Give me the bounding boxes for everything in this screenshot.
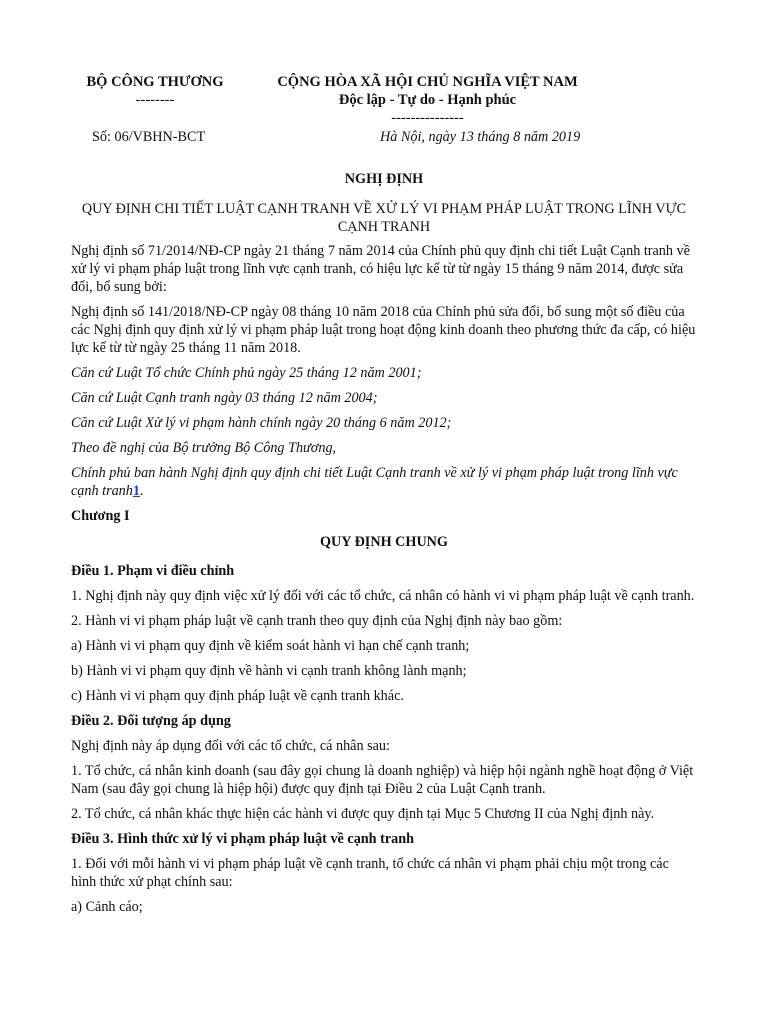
- chapter-title: QUY ĐỊNH CHUNG: [320, 534, 448, 550]
- legal-basis-2: Căn cứ Luật Cạnh tranh ngày 03 tháng 12 năm 2004;: [71, 390, 378, 406]
- national-motto: Độc lập - Tự do - Hạnh phúc: [338, 92, 517, 108]
- chapter-label: Chương I: [71, 508, 130, 524]
- ministry-name: BỘ CÔNG THƯƠNG: [86, 74, 224, 90]
- article-3-title: Điều 3. Hình thức xử lý vi phạm pháp luật về cạnh tranh: [71, 831, 415, 847]
- article-1-clause-1: 1. Nghị định này quy định việc xử lý đối với các tổ chức, cá nhân có hành vi vi phạm pháp luật về cạnh tranh.: [71, 588, 695, 604]
- issuing-agency-block: [70, 73, 240, 109]
- article-2-clause-2: 2. Tổ chức, cá nhân khác thực hiện các hành vi được quy định tại Mục 5 Chương II của Nghị định này.: [71, 806, 655, 822]
- document-number: Số: 06/VBHN-BCT: [92, 129, 206, 145]
- republic-name: CỘNG HÒA XÃ HỘI CHỦ NGHĨA VIỆT NAM: [277, 74, 578, 90]
- intro-paragraph-1: Nghị định số 71/2014/NĐ-CP ngày 21 tháng 7 năm 2014 của Chính phủ quy định chi tiết Luật Cạnh tranh về xử lý vi phạm pháp luật trong lĩnh vực cạnh tranh, có hiệu lực kể từ từ ngày 15 tháng 9 năm 2014, được sửa đổi, bổ sung bởi:: [71, 243, 690, 295]
- article-1-point-a: a) Hành vi vi phạm quy định về kiểm soát hành vi hạn chế cạnh tranh;: [71, 638, 470, 654]
- document-title: NGHỊ ĐỊNH: [344, 171, 424, 187]
- article-3-point-a: a) Cảnh cáo;: [71, 899, 143, 915]
- article-1-point-c: c) Hành vi vi phạm quy định pháp luật về cạnh tranh khác.: [71, 688, 404, 704]
- motto-divider: ---------------: [391, 110, 464, 126]
- enactment-text: Chính phủ ban hành Nghị định quy định chi tiết Luật Cạnh tranh về xử lý vi phạm pháp luật trong lĩnh vực cạnh tranh: [71, 465, 678, 499]
- footnote-link[interactable]: 1: [132, 483, 140, 499]
- article-2-title: Điều 2. Đối tượng áp dụng: [71, 713, 231, 729]
- enactment-statement: Chính phủ ban hành Nghị định quy định chi tiết Luật Cạnh tranh về xử lý vi phạm pháp luật trong lĩnh vực cạnh tranh1.: [71, 465, 678, 499]
- article-1-clause-2: 2. Hành vi vi phạm pháp luật về cạnh tranh theo quy định của Nghị định này bao gồm:: [71, 613, 563, 629]
- document-subtitle: QUY ĐỊNH CHI TIẾT LUẬT CẠNH TRANH VỀ XỬ LÝ VI PHẠM PHÁP LUẬT TRONG LĨNH VỰC CẠNH TRANH: [81, 201, 687, 235]
- intro-paragraph-2: Nghị định số 141/2018/NĐ-CP ngày 08 tháng 10 năm 2018 của Chính phủ sửa đổi, bổ sung một số điều của các Nghị định quy định xử lý vi phạm pháp luật trong hoạt động kinh doanh theo phương thức đa cấp, có hiệu lực kể từ từ ngày 25 tháng 11 năm 2018.: [71, 304, 696, 356]
- legal-basis-3: Căn cứ Luật Xử lý vi phạm hành chính ngày 20 tháng 6 năm 2012;: [71, 415, 452, 431]
- legal-basis-1: Căn cứ Luật Tổ chức Chính phủ ngày 25 tháng 12 năm 2001;: [71, 365, 422, 381]
- article-1-point-b: b) Hành vi vi phạm quy định về hành vi cạnh tranh không lành mạnh;: [71, 663, 467, 679]
- article-2-clause-1: 1. Tổ chức, cá nhân kinh doanh (sau đây gọi chung là doanh nghiệp) và hiệp hội ngành nghề hoạt động ở Việt Nam (sau đây gọi chung là hiệp hội) được quy định tại Điều 2 của Luật Cạnh tranh.: [71, 763, 694, 797]
- article-2-intro: Nghị định này áp dụng đối với các tổ chức, cá nhân sau:: [71, 738, 390, 754]
- document-body: [71, 170, 697, 923]
- national-title-block: [255, 73, 600, 127]
- article-3-clause-1: 1. Đối với mỗi hành vi vi phạm pháp luật về cạnh tranh, tổ chức cá nhân vi phạm phải chịu một trong các hình thức xử phạt chính sau:: [71, 856, 669, 890]
- document-date: Hà Nội, ngày 13 tháng 8 năm 2019: [380, 129, 581, 145]
- ministry-divider: --------: [135, 92, 175, 108]
- article-1-title: Điều 1. Phạm vi điều chỉnh: [71, 563, 235, 579]
- legal-basis-4: Theo đề nghị của Bộ trưởng Bộ Công Thương,: [71, 440, 337, 456]
